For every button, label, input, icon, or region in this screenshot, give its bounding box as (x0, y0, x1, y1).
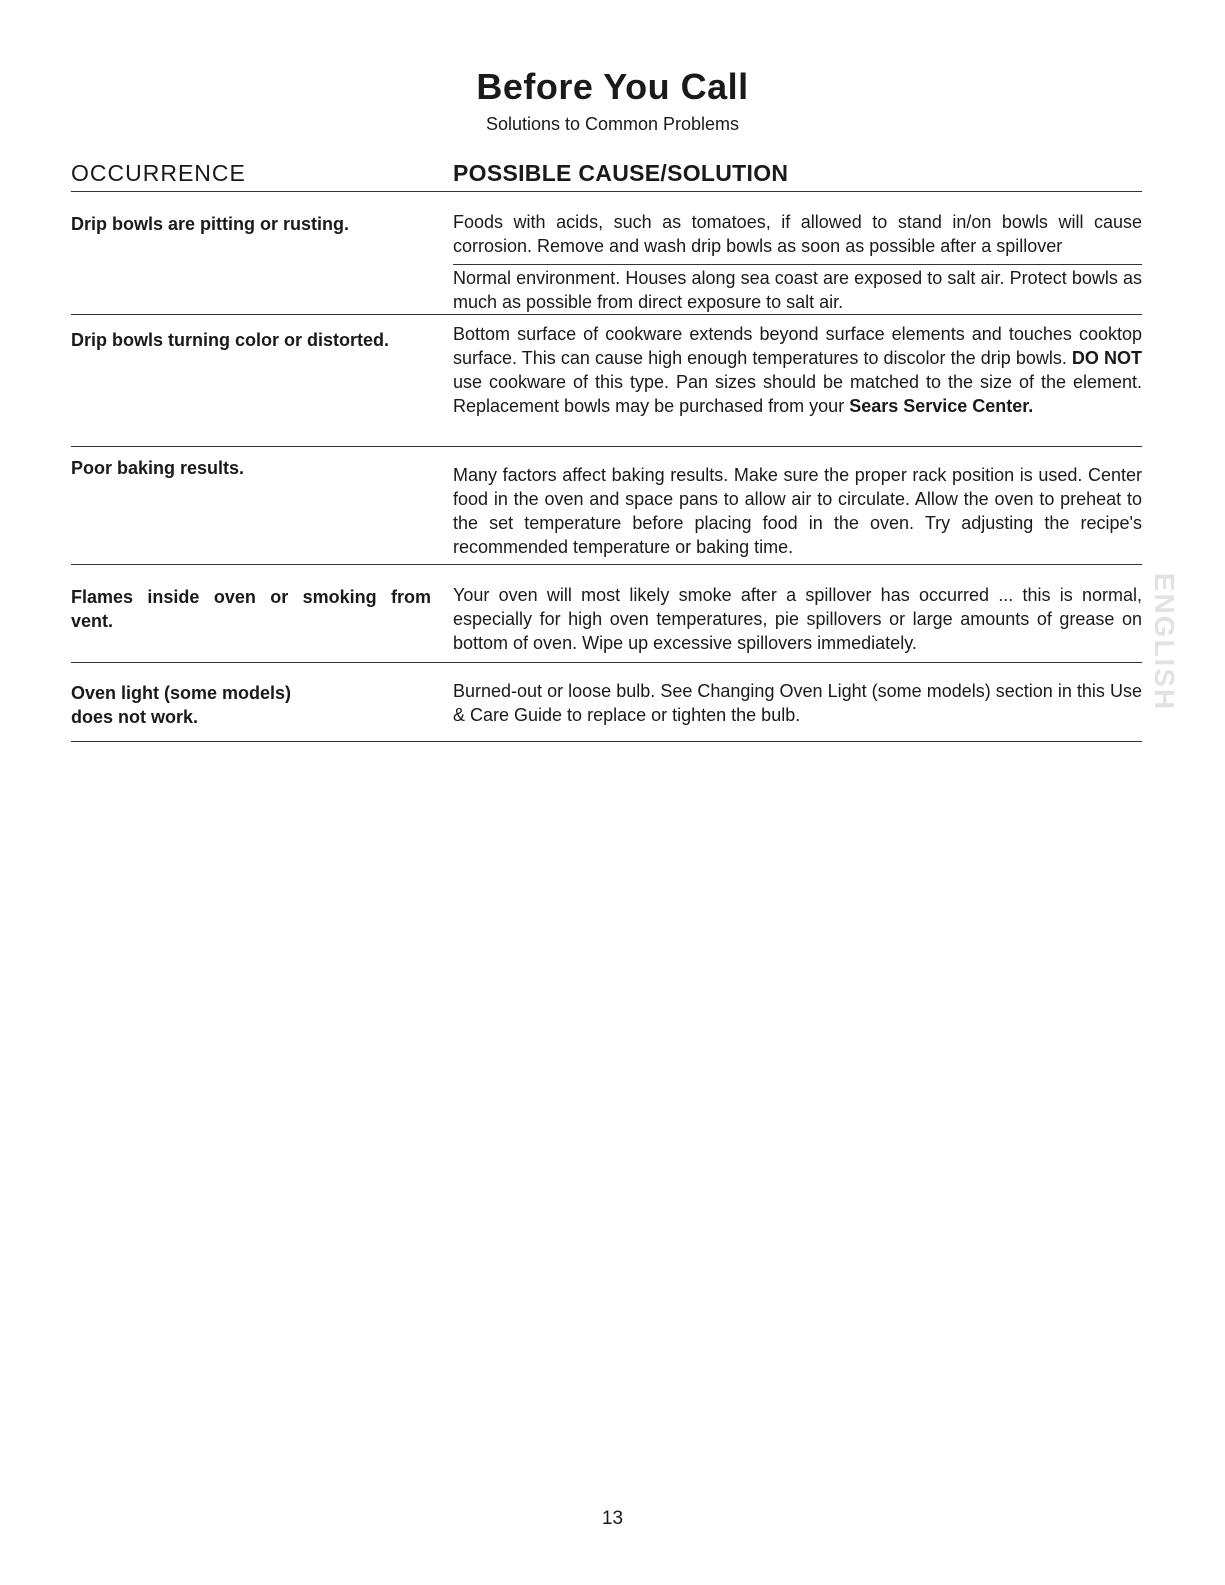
row-divider (71, 564, 1142, 565)
solution-column-header: POSSIBLE CAUSE/SOLUTION (453, 160, 789, 186)
header-divider (71, 191, 1142, 192)
row-divider (71, 662, 1142, 663)
language-tab: ENGLISH (1149, 572, 1180, 712)
occurrence-column-header: OCCURRENCE (71, 160, 246, 186)
row-divider (71, 446, 1142, 447)
do-not-emphasis: DO NOT (1071, 348, 1142, 368)
solution-text: Bottom surface of cookware extends beyond surface elements and touches cooktop surface. This can cause high enough temperatures to discolor the drip bowls. DO NOT use cookware of this type. Pan sizes should be matched to the size of the element. Replacement bowls may be purchased from your Sears Service Center. (453, 324, 1142, 416)
occurrence-oven-light: Oven light (some models) does not work. (71, 683, 292, 727)
sub-divider (453, 264, 1142, 265)
sears-service-center: Sears Service Center. (849, 396, 1034, 416)
solution-text: Your oven will most likely smoke after a spillover has occurred ... this is normal, especially for high oven temperatures, pie spillovers or large amounts of grease on bottom of oven. Wipe up excessive spillovers immediately. (453, 585, 1142, 653)
page-number: 13 (601, 1508, 624, 1529)
page-title: Before You Call (476, 66, 749, 107)
solution-text: Burned-out or loose bulb. See Changing Oven Light (some models) section in this Use & Care Guide to replace or tighten the bulb. (453, 681, 1142, 725)
occurrence-flames-smoking: Flames inside oven or smoking from vent. (71, 587, 431, 631)
row-divider (71, 314, 1142, 315)
occurrence-drip-bowls-pitting: Drip bowls are pitting or rusting. (71, 214, 350, 234)
solution-text: Normal environment. Houses along sea coast are exposed to salt air. Protect bowls as much as possible from direct exposure to salt air. (453, 268, 1142, 312)
occurrence-poor-baking: Poor baking results. (71, 458, 245, 478)
row-divider (71, 741, 1142, 742)
solution-text: Foods with acids, such as tomatoes, if allowed to stand in/on bowls will cause corrosion. Remove and wash drip bowls as soon as possible after a spillover (453, 212, 1142, 256)
occurrence-drip-bowls-color: Drip bowls turning color or distorted. (71, 330, 389, 350)
page-subtitle: Solutions to Common Problems (485, 114, 740, 134)
solution-text: Many factors affect baking results. Make sure the proper rack position is used. Center food in the oven and space pans to allow air to circulate. Allow the oven to preheat to the set temperature before placing food in the oven. Try adjusting the recipe's recommended temperature or baking time. (453, 465, 1142, 557)
